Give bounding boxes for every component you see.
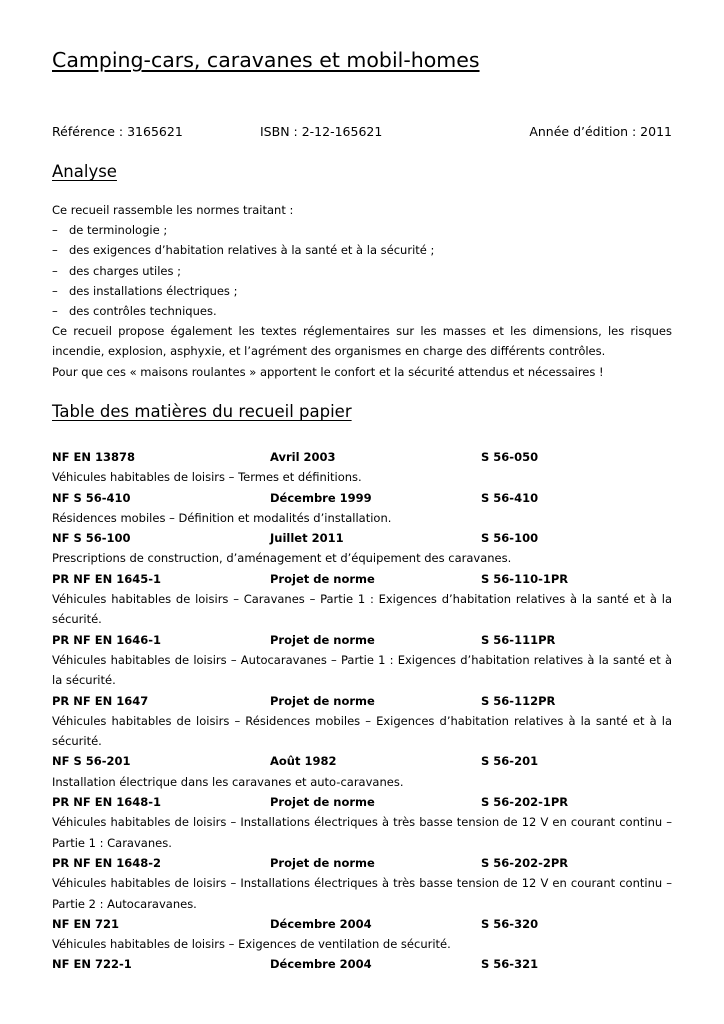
toc-entry-header xyxy=(52,792,672,812)
analysis-bullet-list xyxy=(52,220,672,321)
standard-description: Véhicules habitables de loisirs – Résidences mobiles – Exigences d’habitation relatives à la santé et à la sécurité. xyxy=(52,713,672,749)
bullet-text: des charges utiles ; xyxy=(69,263,182,278)
standard-date: Projet de norme xyxy=(270,571,375,586)
standard-description: Véhicules habitables de loisirs – Installations électriques à très basse tension de 12 V en courant continu – Partie 2 : Autocaravanes. xyxy=(52,876,672,911)
toc-entry-header xyxy=(52,569,672,589)
classification-index: S 56-100 xyxy=(481,531,539,546)
standard-date: Projet de norme xyxy=(270,855,375,870)
toc-entry xyxy=(52,954,672,974)
analysis-bullet xyxy=(52,240,672,260)
analysis-heading: Analyse xyxy=(52,162,117,181)
toc-entry-header xyxy=(52,488,672,508)
toc-entry xyxy=(52,569,672,630)
standard-code: NF S 56-100 xyxy=(52,531,131,546)
analysis-bullet xyxy=(52,281,672,301)
toc-entry-header xyxy=(52,528,672,548)
dash-marker: – xyxy=(52,283,58,298)
classification-index: S 56-202-2PR xyxy=(481,855,569,870)
standard-date: Décembre 1999 xyxy=(270,490,372,505)
analysis-bullet xyxy=(52,220,672,240)
classification-index: S 56-202-1PR xyxy=(481,795,569,810)
edition-year: Année d’édition : 2011 xyxy=(529,124,672,139)
toc-entry xyxy=(52,447,672,488)
classification-index: S 56-201 xyxy=(481,754,539,769)
standard-date: Projet de norme xyxy=(270,795,375,810)
bullet-text: de terminologie ; xyxy=(69,223,168,238)
toc-entry-header xyxy=(52,853,672,873)
toc-list xyxy=(52,447,672,975)
standard-code: PR NF EN 1645-1 xyxy=(52,571,162,586)
toc-entry xyxy=(52,853,672,914)
standard-code: NF S 56-410 xyxy=(52,490,131,505)
standard-code: NF EN 13878 xyxy=(52,450,135,464)
toc-entry-header xyxy=(52,954,672,974)
analysis-bullet xyxy=(52,301,672,321)
dash-marker: – xyxy=(52,304,58,319)
reference-number: Référence : 3165621 xyxy=(52,124,183,139)
standard-description: Véhicules habitables de loisirs – Termes et définitions. xyxy=(52,470,362,485)
isbn-number: ISBN : 2-12-165621 xyxy=(260,124,383,139)
document-meta xyxy=(52,124,672,142)
dash-marker: – xyxy=(52,263,58,278)
toc-heading: Table des matières du recueil papier xyxy=(52,402,352,421)
standard-code: PR NF EN 1648-2 xyxy=(52,855,162,870)
toc-entry xyxy=(52,691,672,752)
standard-description: Installation électrique dans les caravanes et auto-caravanes. xyxy=(52,774,404,789)
standard-date: Décembre 2004 xyxy=(270,957,372,972)
standard-description: Résidences mobiles – Définition et modalités d’installation. xyxy=(52,510,392,525)
classification-index: S 56-050 xyxy=(481,450,539,464)
toc-entry xyxy=(52,914,672,955)
standard-date: Décembre 2004 xyxy=(270,916,372,931)
toc-entry xyxy=(52,630,672,691)
toc-entry-header xyxy=(52,691,672,711)
standard-code: NF S 56-201 xyxy=(52,754,131,769)
bullet-text: des installations électriques ; xyxy=(69,283,238,298)
toc-entry-header xyxy=(52,447,672,467)
toc-entry xyxy=(52,792,672,853)
classification-index: S 56-110-1PR xyxy=(481,571,569,586)
classification-index: S 56-321 xyxy=(481,957,539,972)
bullet-text: des exigences d’habitation relatives à la santé et à la sécurité ; xyxy=(69,243,435,258)
toc-entry xyxy=(52,488,672,529)
standard-description: Véhicules habitables de loisirs – Exigences de ventilation de sécurité. xyxy=(52,937,451,952)
standard-date: Juillet 2011 xyxy=(270,531,344,546)
standard-code: NF EN 721 xyxy=(52,916,119,931)
standard-description: Véhicules habitables de loisirs – Caravanes – Partie 1 : Exigences d’habitation relatives à la santé et à la sécurité. xyxy=(52,592,672,627)
standard-date: Avril 2003 xyxy=(270,450,336,464)
document-title: Camping-cars, caravanes et mobil-homes xyxy=(52,48,480,72)
classification-index: S 56-111PR xyxy=(481,632,556,647)
analysis-bullet xyxy=(52,261,672,281)
toc-entry-header xyxy=(52,914,672,934)
standard-description: Véhicules habitables de loisirs – Installations électriques à très basse tension de 12 V en courant continu – Partie 1 : Caravanes. xyxy=(52,815,672,850)
toc-entry xyxy=(52,528,672,569)
standard-code: PR NF EN 1647 xyxy=(52,693,149,708)
classification-index: S 56-320 xyxy=(481,916,539,931)
standard-code: PR NF EN 1648-1 xyxy=(52,795,162,810)
analysis-paragraph: Pour que ces « maisons roulantes » apportent le confort et la sécurité attendus et nécessaires ! xyxy=(52,364,604,379)
standard-code: PR NF EN 1646-1 xyxy=(52,632,162,647)
analysis-section xyxy=(52,200,672,382)
analysis-paragraph: Ce recueil propose également les textes réglementaires sur les masses et les dimensions, les risques incendie, explosion, asphyxie, et l’agrément des organismes en charge des différents contrôles. xyxy=(52,324,672,359)
standard-date: Août 1982 xyxy=(270,754,337,769)
standard-description: Véhicules habitables de loisirs – Autocaravanes – Partie 1 : Exigences d’habitation relatives à la santé et à la sécurité. xyxy=(52,652,672,688)
classification-index: S 56-112PR xyxy=(481,693,556,708)
dash-marker: – xyxy=(52,243,58,258)
toc-entry-header xyxy=(52,751,672,771)
toc-entry-header xyxy=(52,630,672,650)
standard-date: Projet de norme xyxy=(270,632,375,647)
standard-date: Projet de norme xyxy=(270,693,375,708)
standard-description: Prescriptions de construction, d’aménagement et d’équipement des caravanes. xyxy=(52,551,512,566)
classification-index: S 56-410 xyxy=(481,490,539,505)
analysis-intro: Ce recueil rassemble les normes traitant : xyxy=(52,203,294,217)
bullet-text: des contrôles techniques. xyxy=(69,304,217,319)
toc-entry xyxy=(52,751,672,792)
standard-code: NF EN 722-1 xyxy=(52,957,132,972)
dash-marker: – xyxy=(52,223,58,238)
